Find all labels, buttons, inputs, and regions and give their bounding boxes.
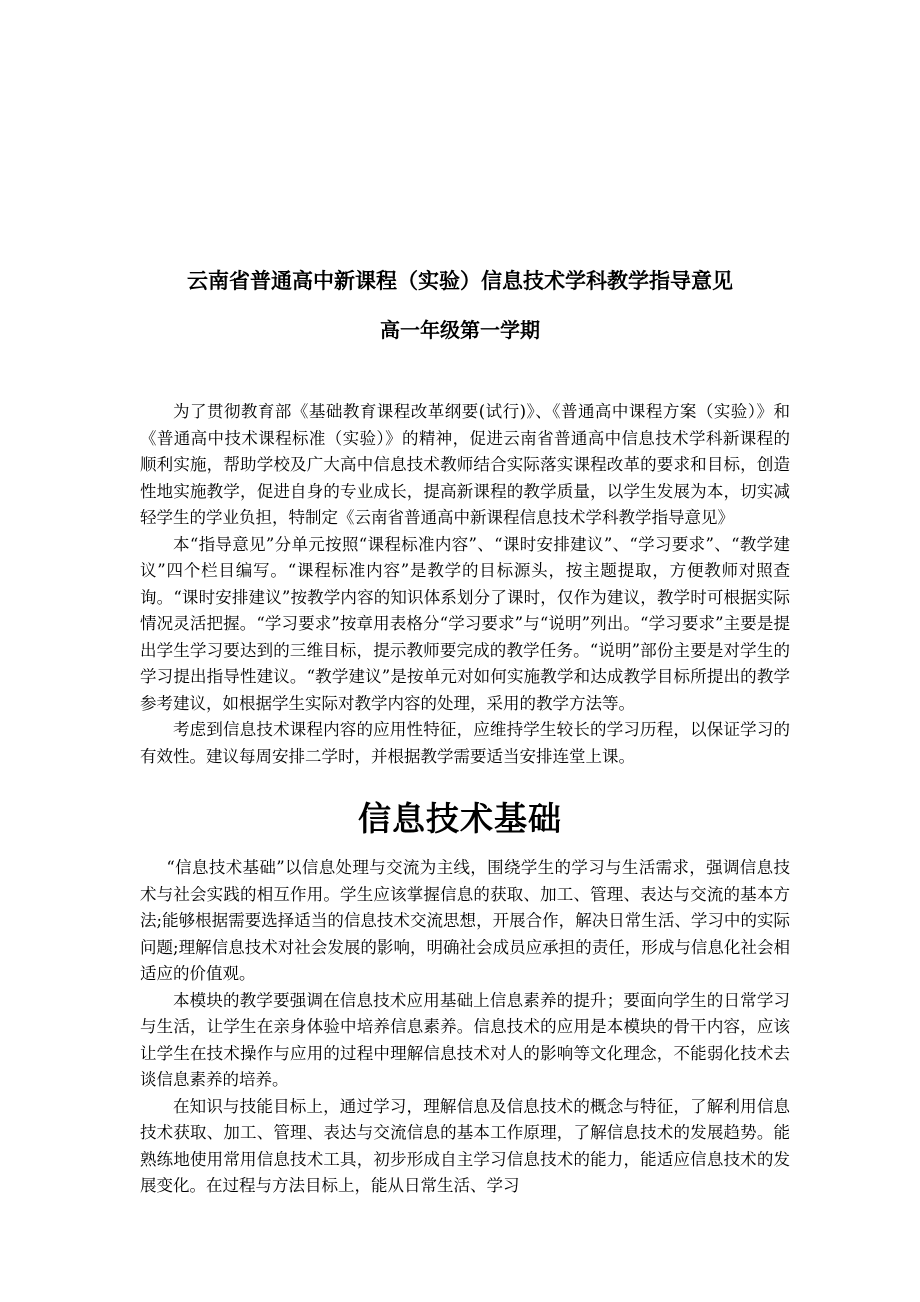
intro-section	[140, 399, 790, 770]
document-title: 云南省普通高中新课程（实验）信息技术学科教学指导意见	[187, 269, 733, 293]
section-body	[140, 855, 790, 1200]
section-paragraph-1: “信息技术基础”以信息处理与交流为主线，围绕学生的学习与生活需求，强调信息技术与社会实践的相互作用。学生应该掌握信息的获取、加工、管理、表达与交流的基本方法;能够根据需要选择适当的信息技术交流思想，开展合作，解决日常生活、学习中的实际问题;理解信息技术对社会发展的影响，明确社会成员应承担的责任，形成与信息化社会相适应的价值观。	[140, 858, 790, 983]
section-paragraph-2: 本模块的教学要强调在信息技术应用基础上信息素养的提升；要面向学生的日常学习与生活，让学生在亲身体验中培养信息素养。信息技术的应用是本模块的骨干内容，应该让学生在技术操作与应用的过程中理解信息技术对人的影响等文化理念，不能弱化技术去谈信息素养的培养。	[140, 990, 790, 1089]
intro-paragraph-3: 考虑到信息技术课程内容的应用性特征，应维持学生较长的学习历程，以保证学习的有效性。建议每周安排二学时，并根据教学需要适当安排连堂上课。	[140, 720, 790, 766]
intro-paragraph-1: 为了贯彻教育部《基础教育课程改革纲要(试行)》、《普通高中课程方案（实验）》和《普通高中技术课程标准（实验）》的精神，促进云南省普通高中信息技术学科新课程的顺利实施，帮助学校及广大高中信息技术教师结合实际落实课程改革的要求和目标，创造性地实施教学，促进自身的专业成长，提高新课程的教学质量，以学生发展为本，切实减轻学生的学业负担，特制定《云南省普通高中新课程信息技术学科教学指导意见》	[140, 402, 790, 527]
section-paragraph-3: 在知识与技能目标上，通过学习，理解信息及信息技术的概念与特征，了解利用信息技术获取、加工、管理、表达与交流信息的基本工作原理，了解信息技术的发展趋势。能熟练地使用常用信息技术工具，初步形成自主学习信息技术的能力，能适应信息技术的发展变化。在过程与方法目标上，能从日常生活、学习	[140, 1096, 790, 1195]
document-subtitle: 高一年级第一学期	[380, 318, 540, 342]
section-heading: 信息技术基础	[358, 799, 562, 838]
intro-paragraph-2: 本“指导意见”分单元按照“课程标准内容”、“课时安排建议”、“学习要求”、“教学建议”四个栏目编写。“课程标准内容”是教学的目标源头，按主题提取，方便教师对照查询。“课时安排建议”按教学内容的知识体系划分了课时，仅作为建议，教学时可根据实际情况灵活把握。“学习要求”按章用表格分“学习要求”与“说明”列出。“学习要求”主要是提出学生学习要达到的三维目标，提示教师要完成的教学任务。“说明”部份主要是对学生的学习提出指导性建议。“教学建议”是按单元对如何实施教学和达成教学目标所提出的教学参考建议，如根据学生实际对教学内容的处理，采用的教学方法等。	[140, 534, 790, 713]
